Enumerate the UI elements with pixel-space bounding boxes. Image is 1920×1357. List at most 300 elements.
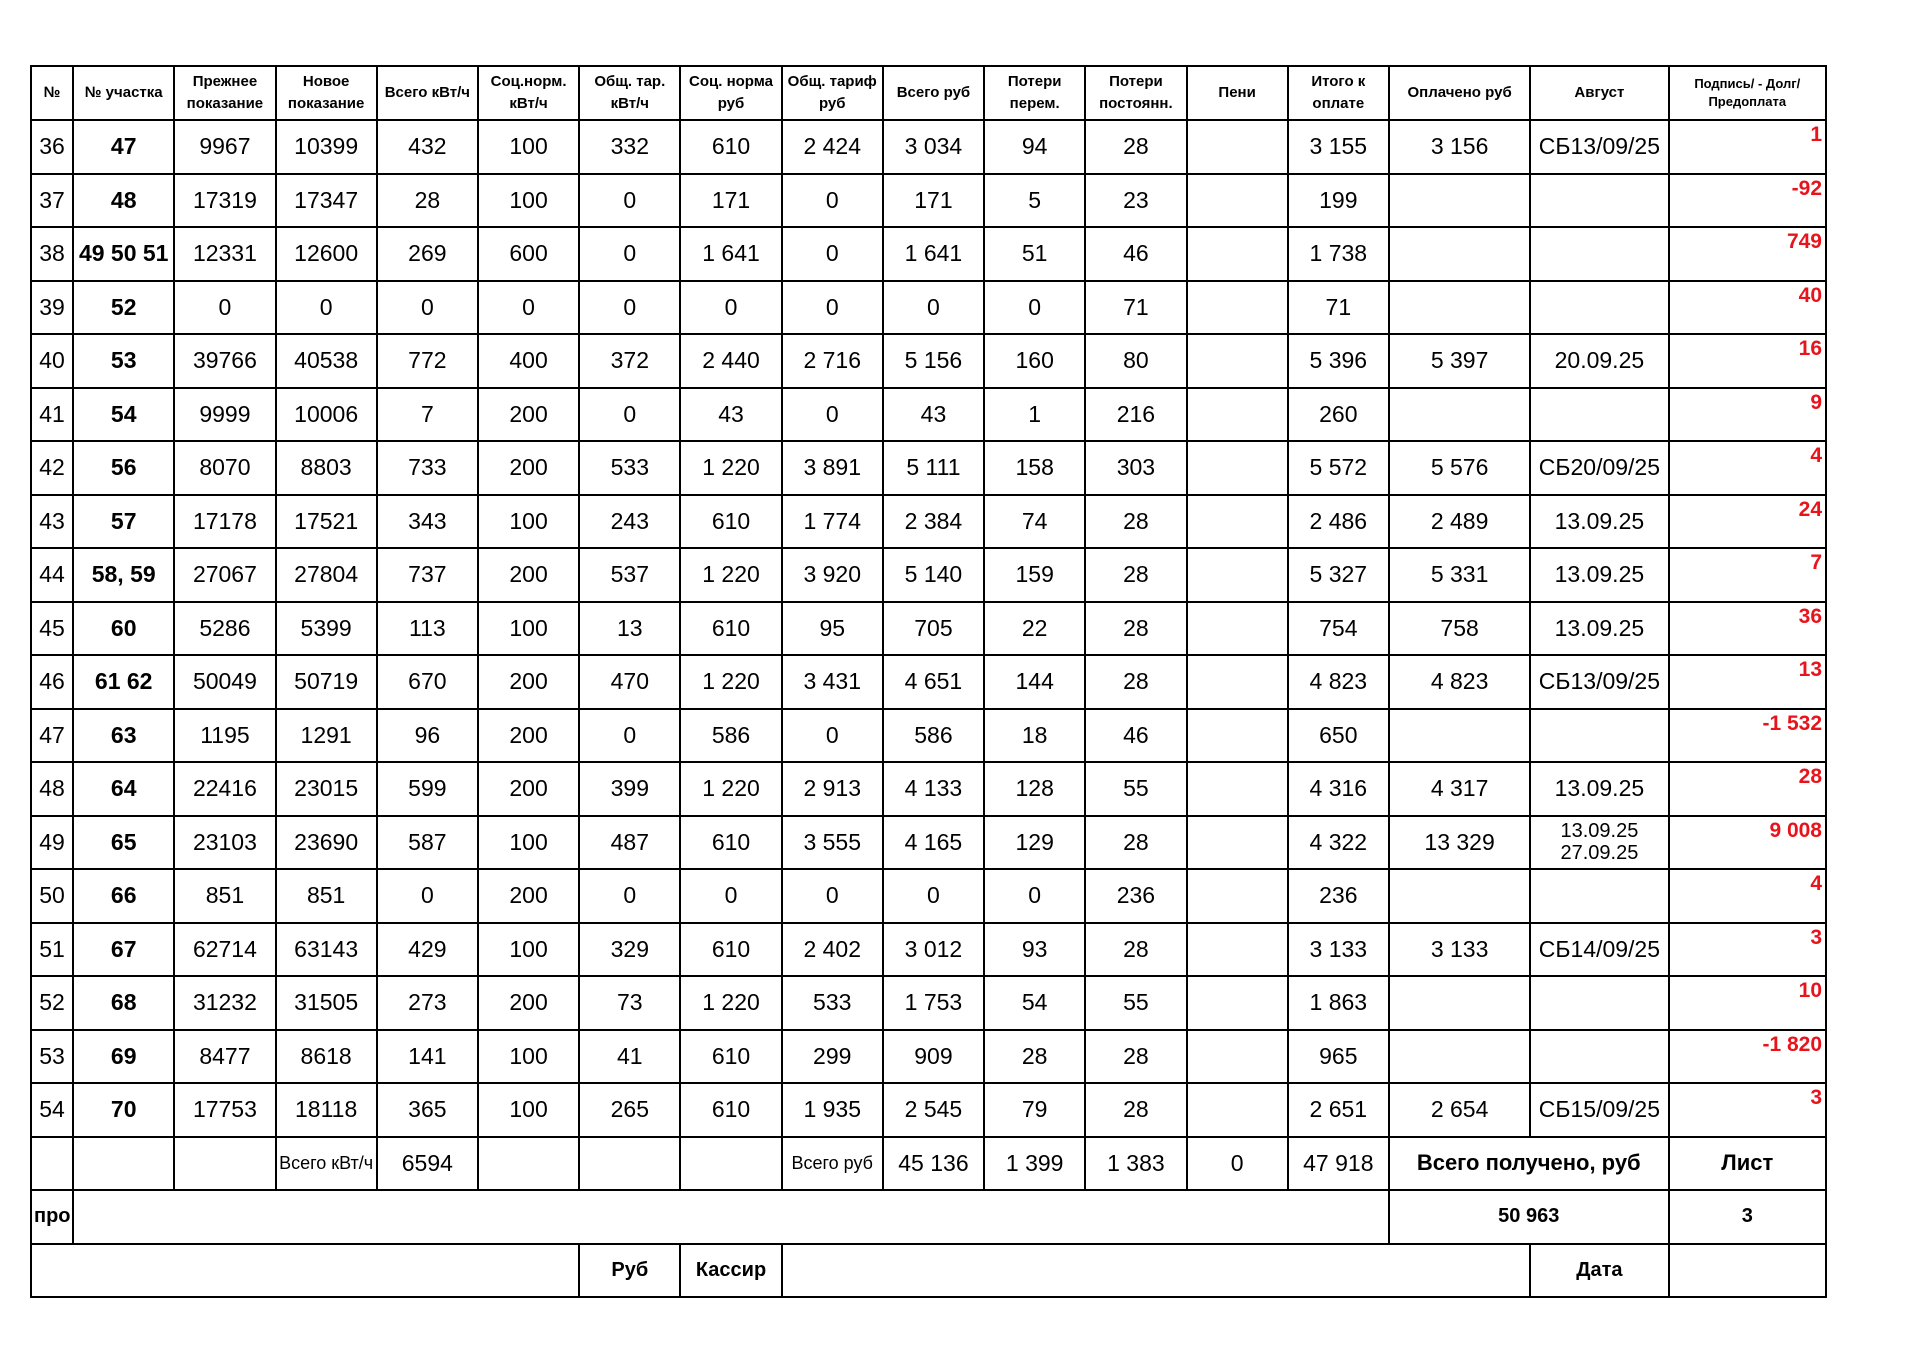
total-rub: 3 012	[883, 923, 984, 977]
plot-number: 70	[73, 1083, 174, 1137]
row-number: 44	[31, 548, 73, 602]
new-reading: 10006	[276, 388, 377, 442]
total-kwh: 737	[377, 548, 478, 602]
to-pay: 4 823	[1288, 655, 1389, 709]
soc-norm-rub: 43	[680, 388, 781, 442]
signature-cell	[1669, 655, 1826, 709]
loss-var: 159	[984, 548, 1085, 602]
gen-tariff-kwh: 0	[579, 281, 680, 335]
prev-reading: 12331	[174, 227, 275, 281]
loss-const: 28	[1085, 602, 1186, 656]
total-kwh: 269	[377, 227, 478, 281]
prev-reading: 9999	[174, 388, 275, 442]
total-rub: 909	[883, 1030, 984, 1084]
totals-received-label: Всего получено, руб	[1389, 1137, 1669, 1191]
signature-row	[31, 1244, 1826, 1298]
paid-amount: 4 317	[1389, 762, 1530, 816]
row-number: 38	[31, 227, 73, 281]
loss-const: 28	[1085, 548, 1186, 602]
totals-empty-1	[31, 1137, 73, 1191]
header-gen-tariff-rub: Общ. тариф руб	[782, 66, 883, 120]
to-pay: 4 322	[1288, 816, 1389, 870]
soc-norm-kwh: 200	[478, 869, 579, 923]
prev-reading: 23103	[174, 816, 275, 870]
prev-reading: 17319	[174, 174, 275, 228]
header-signature-balance: Подпись/ - Долг/Предоплата	[1669, 66, 1826, 120]
row-number: 49	[31, 816, 73, 870]
total-kwh: 7	[377, 388, 478, 442]
table-row	[31, 281, 1826, 335]
table-row	[31, 1030, 1826, 1084]
gen-tariff-kwh: 0	[579, 869, 680, 923]
penalty	[1187, 548, 1288, 602]
header-soc-norm-rub: Соц. норма руб	[680, 66, 781, 120]
total-kwh: 599	[377, 762, 478, 816]
table-row	[31, 174, 1826, 228]
new-reading: 12600	[276, 227, 377, 281]
soc-norm-kwh: 200	[478, 709, 579, 763]
plot-number: 47	[73, 120, 174, 174]
loss-var: 128	[984, 762, 1085, 816]
header-loss-var: Потери перем.	[984, 66, 1085, 120]
cashier-label: Кассир	[680, 1244, 781, 1298]
loss-const: 55	[1085, 762, 1186, 816]
soc-norm-kwh: 400	[478, 334, 579, 388]
balance-value: 9 008	[1769, 818, 1822, 842]
balance-value: -1 532	[1762, 711, 1822, 735]
payment-date	[1530, 388, 1668, 442]
payment-date: СБ14/09/25	[1530, 923, 1668, 977]
total-kwh: 670	[377, 655, 478, 709]
to-pay: 2 486	[1288, 495, 1389, 549]
date-label: Дата	[1530, 1244, 1668, 1298]
total-rub: 586	[883, 709, 984, 763]
rub-label: Руб	[579, 1244, 680, 1298]
signature-cell	[1669, 602, 1826, 656]
table-row	[31, 441, 1826, 495]
paid-amount: 758	[1389, 602, 1530, 656]
balance-value: 40	[1798, 283, 1822, 307]
new-reading: 5399	[276, 602, 377, 656]
penalty	[1187, 495, 1288, 549]
row-number: 54	[31, 1083, 73, 1137]
loss-const: 46	[1085, 227, 1186, 281]
row-number: 52	[31, 976, 73, 1030]
penalty	[1187, 1030, 1288, 1084]
row-number: 36	[31, 120, 73, 174]
paid-amount	[1389, 1030, 1530, 1084]
soc-norm-kwh: 100	[478, 816, 579, 870]
to-pay: 5 327	[1288, 548, 1389, 602]
prev-reading: 9967	[174, 120, 275, 174]
total-rub: 2 384	[883, 495, 984, 549]
signature-cell	[1669, 120, 1826, 174]
totals-total-rub: 45 136	[883, 1137, 984, 1191]
gen-tariff-kwh: 0	[579, 174, 680, 228]
header-total-rub: Всего руб	[883, 66, 984, 120]
paid-amount: 3 156	[1389, 120, 1530, 174]
total-kwh: 141	[377, 1030, 478, 1084]
gen-tariff-rub: 2 402	[782, 923, 883, 977]
signature-blank-left	[31, 1244, 579, 1298]
loss-var: 93	[984, 923, 1085, 977]
table-row	[31, 1083, 1826, 1137]
penalty	[1187, 388, 1288, 442]
table-row	[31, 976, 1826, 1030]
gen-tariff-rub: 0	[782, 227, 883, 281]
penalty	[1187, 281, 1288, 335]
plot-number: 66	[73, 869, 174, 923]
to-pay: 1 738	[1288, 227, 1389, 281]
gen-tariff-rub: 0	[782, 281, 883, 335]
paid-amount	[1389, 227, 1530, 281]
payment-date	[1530, 174, 1668, 228]
loss-var: 54	[984, 976, 1085, 1030]
total-kwh: 273	[377, 976, 478, 1030]
payment-date: СБ13/09/25	[1530, 120, 1668, 174]
received-row	[31, 1190, 1826, 1244]
paid-amount: 5 576	[1389, 441, 1530, 495]
table-row	[31, 655, 1826, 709]
balance-value: 3	[1810, 925, 1822, 949]
to-pay: 965	[1288, 1030, 1389, 1084]
signature-cell	[1669, 816, 1826, 870]
prev-reading: 8477	[174, 1030, 275, 1084]
soc-norm-kwh: 200	[478, 655, 579, 709]
soc-norm-kwh: 200	[478, 762, 579, 816]
new-reading: 27804	[276, 548, 377, 602]
total-rub: 5 140	[883, 548, 984, 602]
plot-number: 49 50 51	[73, 227, 174, 281]
prev-reading: 62714	[174, 923, 275, 977]
header-penalty: Пени	[1187, 66, 1288, 120]
total-kwh: 432	[377, 120, 478, 174]
to-pay: 199	[1288, 174, 1389, 228]
table-row	[31, 120, 1826, 174]
total-kwh: 0	[377, 869, 478, 923]
balance-value: 36	[1798, 604, 1822, 628]
signature-cell	[1669, 1083, 1826, 1137]
soc-norm-rub: 2 440	[680, 334, 781, 388]
total-rub: 2 545	[883, 1083, 984, 1137]
payment-date: 13.09.25	[1530, 548, 1668, 602]
loss-var: 144	[984, 655, 1085, 709]
payment-date: 13.09.25	[1530, 762, 1668, 816]
totals-sheet-label: Лист	[1669, 1137, 1826, 1191]
penalty	[1187, 816, 1288, 870]
row-number: 53	[31, 1030, 73, 1084]
plot-number: 68	[73, 976, 174, 1030]
balance-value: 13	[1798, 658, 1822, 681]
paid-amount	[1389, 281, 1530, 335]
balance-value: 4	[1810, 872, 1822, 895]
prev-reading: 17753	[174, 1083, 275, 1137]
new-reading: 851	[276, 869, 377, 923]
total-rub: 5 111	[883, 441, 984, 495]
loss-const: 55	[1085, 976, 1186, 1030]
totals-row	[31, 1137, 1826, 1191]
total-rub: 0	[883, 281, 984, 335]
header-gen-tariff-kwh: Общ. тар. кВт/ч	[579, 66, 680, 120]
new-reading: 17347	[276, 174, 377, 228]
payment-date	[1530, 227, 1668, 281]
penalty	[1187, 762, 1288, 816]
soc-norm-rub: 0	[680, 869, 781, 923]
payment-date	[1530, 869, 1668, 923]
loss-const: 236	[1085, 869, 1186, 923]
paid-amount: 2 654	[1389, 1083, 1530, 1137]
soc-norm-kwh: 200	[478, 441, 579, 495]
balance-value: 28	[1798, 765, 1822, 788]
total-rub: 171	[883, 174, 984, 228]
prev-reading: 31232	[174, 976, 275, 1030]
payment-date: СБ15/09/25	[1530, 1083, 1668, 1137]
totals-to-pay: 47 918	[1288, 1137, 1389, 1191]
payment-date	[1530, 709, 1668, 763]
totals-penalty: 0	[1187, 1137, 1288, 1191]
penalty	[1187, 120, 1288, 174]
balance-value: 10	[1798, 979, 1822, 1002]
payment-date	[1530, 281, 1668, 335]
totals-kwh-value: 6594	[377, 1137, 478, 1191]
table-row	[31, 816, 1826, 870]
row-number: 46	[31, 655, 73, 709]
to-pay: 260	[1288, 388, 1389, 442]
row-number: 40	[31, 334, 73, 388]
soc-norm-kwh: 100	[478, 1030, 579, 1084]
gen-tariff-rub: 2 716	[782, 334, 883, 388]
plot-number: 67	[73, 923, 174, 977]
total-kwh: 343	[377, 495, 478, 549]
loss-const: 80	[1085, 334, 1186, 388]
to-pay: 650	[1288, 709, 1389, 763]
paid-amount	[1389, 174, 1530, 228]
prev-reading: 17178	[174, 495, 275, 549]
to-pay: 4 316	[1288, 762, 1389, 816]
to-pay: 3 133	[1288, 923, 1389, 977]
table-row	[31, 227, 1826, 281]
gen-tariff-rub: 0	[782, 174, 883, 228]
gen-tariff-kwh: 399	[579, 762, 680, 816]
signature-cell	[1669, 441, 1826, 495]
paid-amount: 13 329	[1389, 816, 1530, 870]
soc-norm-kwh: 200	[478, 976, 579, 1030]
pro-text-area	[73, 1190, 1389, 1244]
totals-empty-3	[174, 1137, 275, 1191]
to-pay: 3 155	[1288, 120, 1389, 174]
gen-tariff-kwh: 332	[579, 120, 680, 174]
gen-tariff-kwh: 0	[579, 388, 680, 442]
paid-amount: 4 823	[1389, 655, 1530, 709]
soc-norm-rub: 610	[680, 495, 781, 549]
new-reading: 8803	[276, 441, 377, 495]
plot-number: 63	[73, 709, 174, 763]
gen-tariff-kwh: 0	[579, 709, 680, 763]
gen-tariff-rub: 533	[782, 976, 883, 1030]
loss-var: 5	[984, 174, 1085, 228]
new-reading: 0	[276, 281, 377, 335]
signature-cell	[1669, 976, 1826, 1030]
balance-value: 3	[1810, 1086, 1822, 1109]
electricity-ledger-table	[30, 65, 1827, 1298]
totals-loss-var: 1 399	[984, 1137, 1085, 1191]
signature-cell	[1669, 174, 1826, 228]
gen-tariff-kwh: 537	[579, 548, 680, 602]
new-reading: 8618	[276, 1030, 377, 1084]
signature-cell	[1669, 548, 1826, 602]
row-number: 45	[31, 602, 73, 656]
gen-tariff-kwh: 329	[579, 923, 680, 977]
table-row	[31, 869, 1826, 923]
new-reading: 17521	[276, 495, 377, 549]
gen-tariff-kwh: 487	[579, 816, 680, 870]
table-row	[31, 762, 1826, 816]
soc-norm-rub: 610	[680, 120, 781, 174]
gen-tariff-rub: 0	[782, 709, 883, 763]
plot-number: 60	[73, 602, 174, 656]
gen-tariff-rub: 1 935	[782, 1083, 883, 1137]
loss-var: 0	[984, 281, 1085, 335]
balance-value: 16	[1798, 337, 1822, 360]
payment-date: 13.09.25 27.09.25	[1530, 816, 1668, 870]
plot-number: 61 62	[73, 655, 174, 709]
gen-tariff-rub: 3 920	[782, 548, 883, 602]
prev-reading: 39766	[174, 334, 275, 388]
gen-tariff-kwh: 533	[579, 441, 680, 495]
penalty	[1187, 174, 1288, 228]
paid-amount	[1389, 388, 1530, 442]
to-pay: 236	[1288, 869, 1389, 923]
balance-value: 4	[1810, 444, 1822, 467]
gen-tariff-kwh: 41	[579, 1030, 680, 1084]
loss-const: 28	[1085, 923, 1186, 977]
plot-number: 69	[73, 1030, 174, 1084]
loss-var: 0	[984, 869, 1085, 923]
date-blank	[1669, 1244, 1826, 1298]
gen-tariff-kwh: 73	[579, 976, 680, 1030]
penalty	[1187, 709, 1288, 763]
total-rub: 4 133	[883, 762, 984, 816]
penalty	[1187, 1083, 1288, 1137]
signature-cell	[1669, 709, 1826, 763]
signature-cell	[1669, 334, 1826, 388]
soc-norm-kwh: 600	[478, 227, 579, 281]
loss-var: 22	[984, 602, 1085, 656]
cashier-signature-blank	[782, 1244, 1531, 1298]
gen-tariff-kwh: 0	[579, 227, 680, 281]
row-number: 41	[31, 388, 73, 442]
soc-norm-rub: 610	[680, 1030, 781, 1084]
gen-tariff-kwh: 13	[579, 602, 680, 656]
totals-loss-const: 1 383	[1085, 1137, 1186, 1191]
table-row	[31, 334, 1826, 388]
header-month: Август	[1530, 66, 1668, 120]
signature-cell	[1669, 923, 1826, 977]
balance-value: -92	[1791, 176, 1822, 200]
paid-amount: 3 133	[1389, 923, 1530, 977]
total-kwh: 733	[377, 441, 478, 495]
prev-reading: 22416	[174, 762, 275, 816]
soc-norm-rub: 1 641	[680, 227, 781, 281]
total-rub: 4 165	[883, 816, 984, 870]
totals-empty-2	[73, 1137, 174, 1191]
table-row	[31, 923, 1826, 977]
loss-const: 28	[1085, 816, 1186, 870]
total-kwh: 772	[377, 334, 478, 388]
table-row	[31, 388, 1826, 442]
penalty	[1187, 869, 1288, 923]
soc-norm-rub: 0	[680, 281, 781, 335]
to-pay: 71	[1288, 281, 1389, 335]
loss-var: 1	[984, 388, 1085, 442]
soc-norm-kwh: 100	[478, 923, 579, 977]
new-reading: 31505	[276, 976, 377, 1030]
loss-const: 71	[1085, 281, 1186, 335]
soc-norm-rub: 610	[680, 1083, 781, 1137]
gen-tariff-kwh: 243	[579, 495, 680, 549]
row-number: 51	[31, 923, 73, 977]
payment-date: 13.09.25	[1530, 602, 1668, 656]
soc-norm-kwh: 200	[478, 388, 579, 442]
totals-rub-label: Всего руб	[782, 1137, 883, 1191]
penalty	[1187, 655, 1288, 709]
table-row	[31, 495, 1826, 549]
prev-reading: 8070	[174, 441, 275, 495]
paid-amount	[1389, 976, 1530, 1030]
soc-norm-kwh: 100	[478, 602, 579, 656]
soc-norm-rub: 1 220	[680, 441, 781, 495]
prev-reading: 851	[174, 869, 275, 923]
header-no: №	[31, 66, 73, 120]
gen-tariff-rub: 3 555	[782, 816, 883, 870]
plot-number: 48	[73, 174, 174, 228]
to-pay: 5 572	[1288, 441, 1389, 495]
soc-norm-rub: 610	[680, 816, 781, 870]
paid-amount	[1389, 709, 1530, 763]
soc-norm-rub: 1 220	[680, 976, 781, 1030]
penalty	[1187, 923, 1288, 977]
plot-number: 58, 59	[73, 548, 174, 602]
plot-number: 57	[73, 495, 174, 549]
loss-var: 51	[984, 227, 1085, 281]
loss-var: 79	[984, 1083, 1085, 1137]
signature-cell	[1669, 281, 1826, 335]
soc-norm-rub: 1 220	[680, 548, 781, 602]
soc-norm-kwh: 100	[478, 495, 579, 549]
gen-tariff-rub: 0	[782, 388, 883, 442]
prev-reading: 5286	[174, 602, 275, 656]
to-pay: 2 651	[1288, 1083, 1389, 1137]
loss-const: 303	[1085, 441, 1186, 495]
loss-const: 28	[1085, 120, 1186, 174]
to-pay: 754	[1288, 602, 1389, 656]
loss-const: 23	[1085, 174, 1186, 228]
balance-value: 24	[1798, 497, 1822, 521]
total-rub: 43	[883, 388, 984, 442]
penalty	[1187, 976, 1288, 1030]
loss-const: 28	[1085, 495, 1186, 549]
soc-norm-rub: 1 220	[680, 762, 781, 816]
total-rub: 3 034	[883, 120, 984, 174]
header-prev-reading: Прежнее показание	[174, 66, 275, 120]
table-row	[31, 602, 1826, 656]
plot-number: 52	[73, 281, 174, 335]
total-kwh: 365	[377, 1083, 478, 1137]
header-plot: № участка	[73, 66, 174, 120]
balance-value: 749	[1786, 230, 1822, 253]
payment-date	[1530, 1030, 1668, 1084]
row-number: 43	[31, 495, 73, 549]
